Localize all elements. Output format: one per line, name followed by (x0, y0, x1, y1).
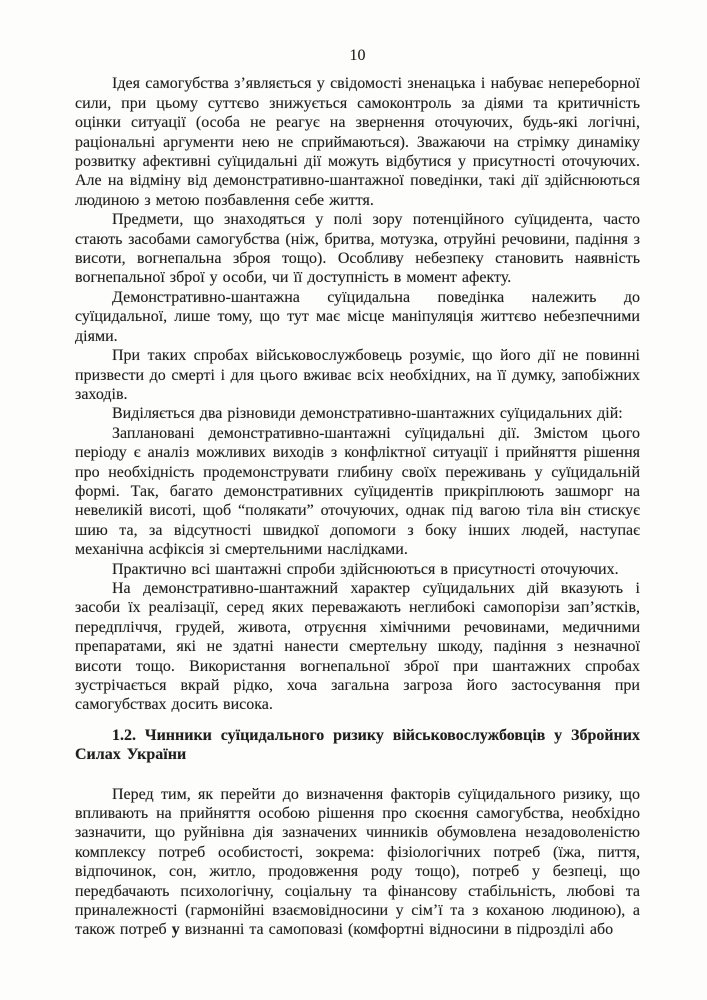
paragraph-means-of-realization: На демонстративно-шантажний характер суїцидальних дій вказують і засоби їх реалізації, серед яких переважають неглибокі самопорізи зап’ястків, передпліччя, грудей, живота, отруєння хімічними речовинами, медичними препаратами, які не здатні нанести смертельну шкоду, падіння з незначної висоти тощо. Використання вогнепальної зброї при шантажних спробах зустрічається вкрай рідко, хоча загальна загроза його застосування при самогубствах досить висока. (75, 579, 640, 714)
paragraph-attempts-in-presence: Практично всі шантажні спроби здійснюються в присутності оточуючих. (112, 560, 619, 578)
page-number: 10 (349, 47, 366, 64)
paragraph-planned-actions: Заплановані демонстративно-шантажні суїцидальні дії. Змістом цього періоду є аналіз можливих виходів з конфліктної ситуації і прийняття рішення про необхідність продемонструвати глибину своїх переживань у суїцидальній формі. Так, багато демонстративних суїцидентів прикріплюють зашморг на невеликій висоті, щоб “полякати” оточуючих, однак під вагою тіла він стискує шию та, за відсутності швидкої допомоги з боку інших людей, наступає механічна асфіксія зі смертельними наслідками. (75, 424, 640, 559)
paragraph-text-part1: Перед тим, як перейти до визначення факторів суїцидального ризику, що впливають на прийняття особою рішення про скоєння самогубства, необхідно зазначити, що руйнівна дія зазначених чинників обумовлена незадоволеністю комплексу потреб особистості, зокрема: фізіологічних потреб (їжа, пиття, відпочинок, сон, житло, продовження роду тощо), потреб у безпеці, що передбачають психологічну, соціальну та фінансову стабільність, любові та приналежності (гармонійні взаємовідносини у сім’ї та з коханою людиною), а також потреб (75, 785, 640, 939)
section-heading: 1.2. Чинники суїцидального ризику військовослужбовців у Збройних Силах України (75, 726, 640, 764)
paragraph-text-part2: визнанні та самоповазі (комфортні відносини в підрозділі або (179, 921, 614, 939)
paragraph-two-varieties: Виділяється два різновиди демонстративно-шантажних суїцидальних дій: (112, 405, 623, 423)
paragraph-objects-means: Предмети, що знаходяться у полі зору потенційного суїцидента, часто стають засобами самогубства (ніж, бритва, мотузка, отруйні речовини, падіння з висоти, вогнепальна зброя тощо). Особливу небезпеку становить наявність вогнепальної зброї у особи, чи її доступність в момент афекту. (75, 211, 640, 287)
paragraph-idea-of-suicide: Ідея самогубства з’являється у свідомості зненацька і набуває непереборної сили, при цьому суттєво знижується самоконтроль за діями та критичність оцінки ситуації (особа не реагує на звернення оточуючих, будь-які логічні, раціональні аргументи нею не сприймаються). Зважаючи на стрімку динаміку розвитку афективні суїцидальні дії можуть відбутися у присутності оточуючих. Але на відміну від демонстративно-шантажної поведінки, такі дії здійснюються людиною з метою позбавлення себе життя. (75, 75, 640, 209)
paragraph-serviceman-understands: При таких спробах військовослужбовець розуміє, що його дії не повинні призвести до смерті і для цього вживає всіх необхідних, на її думку, запобіжних заходів. (75, 347, 640, 403)
paragraph-text-bold-u: у (171, 921, 180, 939)
paragraph-risk-factors (75, 785, 640, 940)
paragraph-demonstrative-behavior: Демонстративно-шантажна суїцидальна поведінка належить до суїцидальної, лише тому, що тут має місце маніпуляція життєво небезпечними діями. (75, 288, 640, 345)
